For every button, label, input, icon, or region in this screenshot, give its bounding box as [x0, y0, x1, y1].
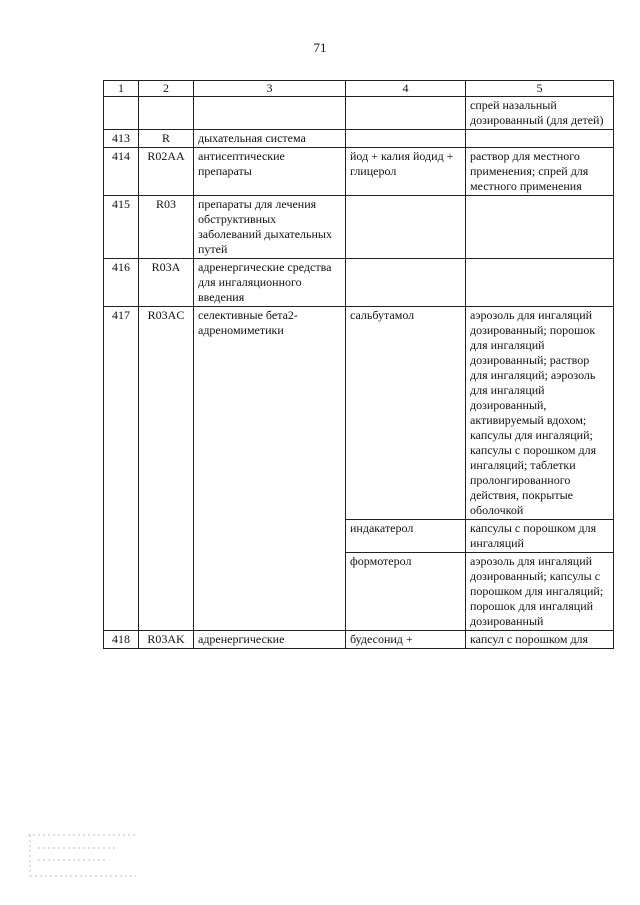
table-row [104, 148, 614, 196]
table-row [104, 97, 614, 130]
atc-code: R03 [139, 196, 194, 259]
table-row [104, 259, 614, 307]
dosage-form [466, 130, 614, 148]
column-header: 5 [466, 81, 614, 97]
dosage-form [466, 196, 614, 259]
column-header: 3 [194, 81, 346, 97]
group-name: адренергические [194, 631, 346, 649]
table-row [104, 196, 614, 259]
atc-code: R02AA [139, 148, 194, 196]
row-number: 413 [104, 130, 139, 148]
row-number: 417 [104, 307, 139, 631]
row-number: 418 [104, 631, 139, 649]
column-header: 4 [346, 81, 466, 97]
table-header-row [104, 81, 614, 97]
group-name: антисептические препараты [194, 148, 346, 196]
dosage-form: аэрозоль для ингаляций дозированный; капсулы с порошком для ингаляций; порошок для ингаляций дозированный [466, 553, 614, 631]
substance-name: сальбутамол [346, 307, 466, 520]
column-header: 1 [104, 81, 139, 97]
group-name: адренергические средства для ингаляционного введения [194, 259, 346, 307]
table-row [104, 307, 614, 520]
substance-name [346, 97, 466, 130]
substance-name [346, 130, 466, 148]
substance-name [346, 196, 466, 259]
substance-name: формотерол [346, 553, 466, 631]
scan-artifact-mark [28, 832, 140, 878]
atc-code: R [139, 130, 194, 148]
atc-code [139, 97, 194, 130]
table-row [104, 130, 614, 148]
atc-code: R03AC [139, 307, 194, 631]
dosage-form: капсул с порошком для [466, 631, 614, 649]
dosage-form: спрей назальный дозированный (для детей) [466, 97, 614, 130]
page-number: 71 [313, 40, 327, 55]
dosage-form: капсулы с порошком для ингаляций [466, 520, 614, 553]
row-number: 414 [104, 148, 139, 196]
row-number: 415 [104, 196, 139, 259]
group-name: дыхательная система [194, 130, 346, 148]
dosage-form [466, 259, 614, 307]
atc-code: R03A [139, 259, 194, 307]
substance-name: будесонид + [346, 631, 466, 649]
substance-name [346, 259, 466, 307]
row-number: 416 [104, 259, 139, 307]
medication-table [103, 80, 614, 649]
substance-name: йод + калия йодид + глицерол [346, 148, 466, 196]
group-name: селективные бета2-адреномиметики [194, 307, 346, 631]
substance-name: индакатерол [346, 520, 466, 553]
group-name [194, 97, 346, 130]
group-name: препараты для лечения обструктивных заболеваний дыхательных путей [194, 196, 346, 259]
dosage-form: аэрозоль для ингаляций дозированный; порошок для ингаляций дозированный; раствор для ингаляций; аэрозоль для ингаляций дозированный, активируемый вдохом; капсулы для ингаляций; капсулы с порошком для ингаляций; таблетки пролонгированного действия, покрытые оболочкой [466, 307, 614, 520]
dosage-form: раствор для местного применения; спрей для местного применения [466, 148, 614, 196]
column-header: 2 [139, 81, 194, 97]
row-number [104, 97, 139, 130]
table-row [104, 631, 614, 649]
atc-code: R03AK [139, 631, 194, 649]
